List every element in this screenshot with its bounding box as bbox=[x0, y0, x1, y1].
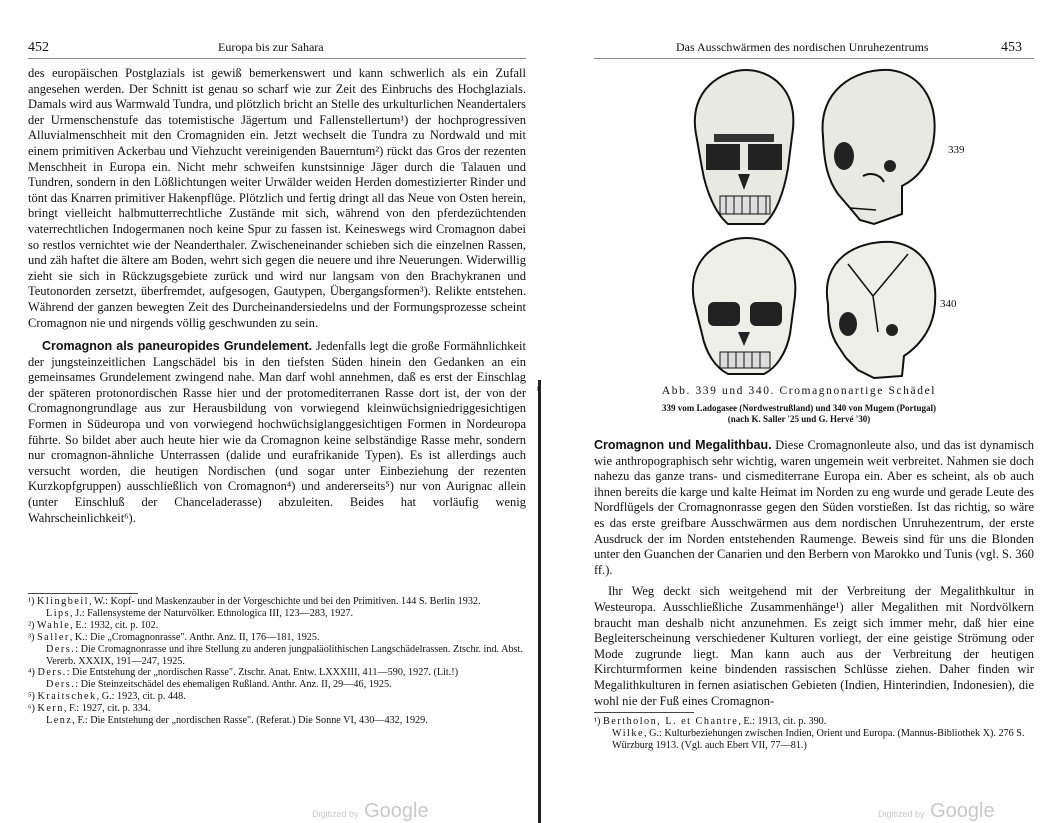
footnote-author: Ders. bbox=[46, 679, 76, 691]
skull-340-side bbox=[827, 242, 935, 378]
footnote-number: ¹) bbox=[594, 716, 601, 727]
paragraph-text: Jedenfalls legt die große Formähnlichkeit der jungsteinzeitlichen Langschädel bis in den tiefsten Süden hinein den Gedanken an ein gemeinsames Grundelement zwingend nahe. Man darf wohl annehmen, daß es erst der Einschlag der späteren protonordischen Rasse hier und der protomediterranen Rasse dort ist, der von der Cromagnongrundlage aus zur Herausbildung von vorwiegend kleinwüchsigniedriggesichtigen Formen in Südeuropa und von vorwiegend hochwüchsiglanggesichtigen Formen in Nordeuropa führte. So bildet aber auch heute hier wie da Cromagnon keine selbständige Rasse mehr, sondern nur cromagnon-ähnliche Unterrassen (dalide und eurafrikanide Typen). Es ist allerdings auch versucht worden, die heutigen Nordischen (und sogar unter Einbeziehung der rezenten Kurzkopfgruppen) ausschließlich von Cromagnon⁴) und andererseits⁵) nur von Aurignac allein (unter Einschluß der Chanceladerasse) abzuleiten. Beides hat vorläufig wenig Wahrscheinlichkeit⁶). bbox=[28, 339, 526, 525]
paragraph: des europäischen Postglazials ist gewiß bemerkenswert und kann schwerlich als ein Zufall angesehen werden. Der Schnitt ist genau so scharf wie zur Zeit des Einbruchs des Hochglazials. Damals wird aus Warmwald Tundra, und plötzlich bricht an Stelle des urkulturlichen Neandertalers der Urmenschenstufe das totemistische Jägertum und Fallenstellertum¹) der hochprogressiven Alluvialmenschheit mit den Cromagniden ein. Jetzt wechselt die Tundra zu Nordwald und mit einem primitiven Ackerbau und Viehzucht vereinigenden Bauerntum²) rückt das Gros der rezenten Menschheit in Europa ein. Nicht mehr schweifen kunstsinnige Jäger durch die Talauen und Tundren, sondern in den Lößlichtungen weiter Urwälder weiden Herden domestizierter Rinder und tönt das Knarren primitiver Hakenpflüge. Plötzlich und fertig dringt all das Neue von Osten herein, bringt vielleicht halbmutterrechtliche Zustände mit sich, während von den pferdezüchtenden vaterrechtlichen Indogermanen noch keine Spur zu fassen ist. Keineswegs wird Cromagnon dabei so restlos vernichtet wie der Neanderthaler. Zwischeneinander schieben sich die einzelnen Rassen, und zäh haftet die ältere am Boden, wehrt sich gegen die neuere und ihre Neuerungen. Widerwillig zieht sie sich in Rückzugsgebiete zurück und wird nur langsam von den Brachykranen und Teutonorden zersetzt, überfremdet, aufgesogen, Gautypen, Übergangsformen³). Relikte entstehen. Während der ganzen bewegten Zeit des Durcheinandersiedelns und der Formungsprozesse scheint Cromagnon nie und nirgends völlig geschwunden zu sein. bbox=[28, 66, 526, 330]
figure-caption-line: 339 vom Ladogasee (Nordwestrußland) und 340 von Mugem (Portugal) bbox=[661, 403, 936, 413]
footnote bbox=[28, 703, 526, 715]
right-footnotes bbox=[594, 716, 1034, 752]
footnote-author: Klingbeil bbox=[37, 596, 89, 607]
footnote-text: , G.: 1923, cit. p. 448. bbox=[96, 691, 186, 703]
footnote bbox=[28, 596, 526, 608]
header-rule bbox=[28, 58, 526, 59]
paragraph: Ihr Weg deckt sich weitgehend mit der Verbreitung der Megalithkultur in Westeuropa. Ausschließliche Zusammenhänge¹) aller Megalithen mit Nordvölkern braucht man deshalb nicht anzunehmen. Es zeigt sich immer mehr, daß hier eine Begleiterscheinung verschiedener Kulturen vorliegt, der eine geistige Strömung oder Mode zugrunde liegt. Man kann auch aus der Verbreitung der heutigen Kirchturmformen keine bindenden rassischen Schlüsse ziehen. Daher finden wir Megalithkulturen in fernen asiatischen Gebieten (Indien, Hinterindien, Indonesien), die wohl nie der Fuß eines Cromagnon- bbox=[594, 584, 1034, 708]
footnote bbox=[28, 715, 526, 727]
footnote-text: : Die Steinzeitschädel des ehemaligen Rußland. Anthr. Anz. II, 29—46, 1925. bbox=[75, 679, 392, 691]
footnote-author: Bertholon, L. et Chantre bbox=[603, 716, 739, 727]
header-rule bbox=[594, 58, 1034, 59]
figure-number-339: 339 bbox=[948, 144, 965, 156]
page-number: 453 bbox=[1001, 40, 1022, 55]
right-page bbox=[548, 0, 1050, 823]
section-heading: Cromagnon und Megalithbau. bbox=[594, 438, 772, 452]
section-heading: Cromagnon als paneuropides Grundelement. bbox=[42, 339, 313, 354]
page-number: 452 bbox=[28, 40, 49, 55]
footnote-text: , E.: 1932, cit. p. 102. bbox=[70, 619, 159, 631]
footnote-author: Saller bbox=[37, 631, 70, 643]
skull-figure bbox=[678, 64, 965, 382]
footnote-text: , G.: Kulturbeziehungen zwischen Indien, Orient und Europa. (Mannus-Bibliothek X). 276 S. Würzburg 1913. (Vgl. auch Ebert VII, 77—81.) bbox=[612, 727, 1025, 751]
figure-caption-credit: (nach K. Saller '25 und G. Hervé '30) bbox=[727, 414, 871, 424]
right-body-text bbox=[594, 438, 1034, 709]
footnote-number: ¹) bbox=[28, 596, 35, 607]
running-head: Europa bis zur Sahara bbox=[218, 40, 324, 54]
footnote bbox=[28, 608, 526, 620]
footnote bbox=[28, 667, 526, 679]
footnote bbox=[28, 644, 526, 668]
footnote-text: , W.: Kopf- und Maskenzauber in der Vorgeschichte und bei den Primitiven. 144 S. Berlin 1932. bbox=[88, 596, 481, 607]
footnote bbox=[594, 716, 1034, 728]
footnote-author: Kern bbox=[37, 703, 64, 715]
left-footnotes bbox=[28, 596, 526, 727]
footnote-author: Wilke bbox=[612, 727, 644, 739]
footnote-rule bbox=[28, 593, 138, 594]
google-watermark: Digitized by Google bbox=[312, 800, 429, 822]
gutter-line bbox=[538, 380, 541, 823]
footnote-author: Lenz bbox=[46, 715, 73, 727]
skull-339-front bbox=[695, 70, 793, 224]
paragraph bbox=[28, 339, 526, 526]
footnote-text: : Die Cromagnonrasse und ihre Stellung zu anderen jungpaläolithischen Langschädelrassen. Ztschr. ind. Abst. Vererb. XXXIX, 191—247, 1925. bbox=[46, 643, 523, 667]
skull-340-front bbox=[693, 238, 795, 374]
left-body-text bbox=[28, 66, 526, 526]
footnote-number: ²) bbox=[28, 619, 35, 631]
footnote-author: Wahle bbox=[37, 619, 71, 631]
margin-mark: › bbox=[536, 382, 540, 394]
footnote-rule bbox=[594, 712, 694, 713]
footnote bbox=[28, 691, 526, 703]
paragraph bbox=[594, 438, 1034, 578]
skull-339-side bbox=[823, 70, 935, 224]
footnote bbox=[594, 728, 1034, 752]
footnote-author: Lips bbox=[46, 607, 71, 619]
footnote-text: , F.: 1927, cit. p. 334. bbox=[63, 703, 151, 715]
footnote-text: , E.: 1913, cit. p. 390. bbox=[738, 716, 827, 727]
footnote-author: Kraitschek bbox=[37, 691, 97, 703]
running-head: Das Ausschwärmen des nordischen Unruhezentrums bbox=[676, 40, 929, 54]
figure-caption-title: Abb. 339 und 340. Cromagnonartige Schädel bbox=[661, 385, 937, 397]
footnote-number: ³) bbox=[28, 631, 35, 643]
footnote-text: , J.: Fallensysteme der Naturvölker. Ethnologica III, 123—283, 1927. bbox=[70, 607, 354, 619]
footnote bbox=[28, 679, 526, 691]
footnote-number: ⁶) bbox=[28, 703, 35, 715]
google-watermark: Digitized by Google bbox=[878, 800, 995, 822]
footnote-author: Ders. bbox=[46, 643, 76, 655]
footnote bbox=[28, 620, 526, 632]
figure-number-340: 340 bbox=[940, 298, 957, 310]
paragraph-text: Diese Cromagnonleute also, und das ist dynamisch wie anthropographisch sehr wichtig, waren ungemein weit verbreitet. Nahmen sie doch nahezu das ganze trans- und cismediterrane Europa ein. Aber es scheint, als ob auch ihnen bereits die karge und kalte Heimat im Norden zu eng wurde und gerade Leute des Nordflügels der Cromagnonrasse gegen den Süden vorstießen. Ist das richtig, so wäre es das erste greifbare Ausschwärmen aus dem nordischen Unruhezentrum, der erste Ausdruck der im Norden entstehenden Raumenge. Beweis sind für uns die Blonden unter den Guanchen der Canarien und den Berbern von Marokko und Tunis (vgl. S. 360 ff.). bbox=[594, 438, 1034, 577]
footnote-text: , F.: Die Entstehung der „nordischen Rasse". (Referat.) Die Sonne VI, 430—432, 1929. bbox=[72, 715, 428, 727]
footnote bbox=[28, 632, 526, 644]
footnote-number: ⁵) bbox=[28, 691, 35, 703]
footnote-text: , K.: Die „Cromagnonrasse". Anthr. Anz. II, 176—181, 1925. bbox=[69, 631, 320, 643]
footnote-author: Ders. bbox=[37, 667, 67, 679]
footnote-text: : Die Entstehung der „nordischen Rasse". Ztschr. Anat. Entw. LXXXIII, 411—590, 1927. (Lit.!) bbox=[66, 667, 459, 679]
footnote-number: ⁴) bbox=[28, 667, 35, 679]
